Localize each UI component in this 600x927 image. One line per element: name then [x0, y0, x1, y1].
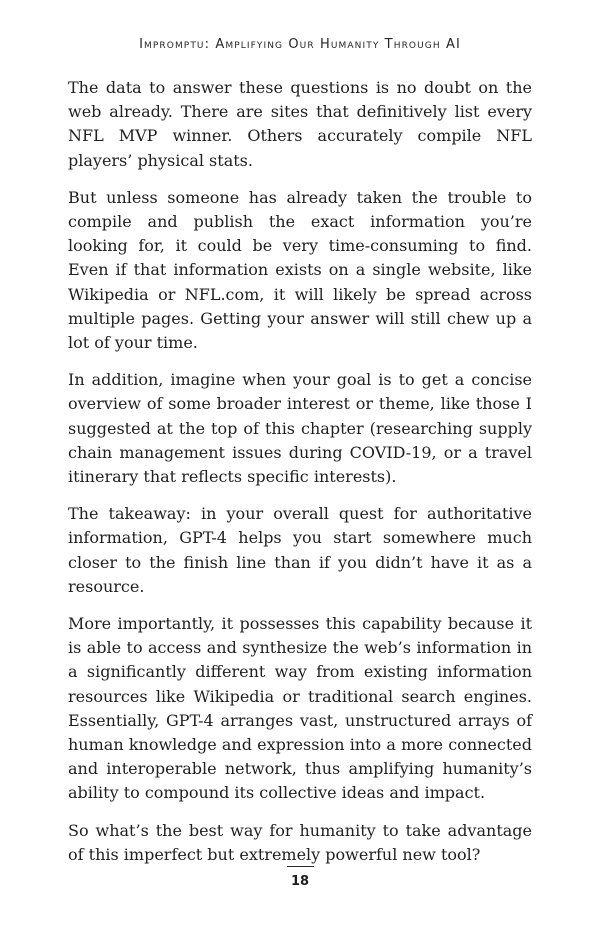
paragraph: The data to answer these questions is no doubt on the web already. There are sites that definitively list every NFL MVP winner. Others accurately compile NFL players’ physical stats. [68, 78, 532, 170]
body-text [68, 76, 532, 880]
paragraph: More importantly, it possesses this capability because it is able to access and synthesize the web’s information in a significantly different way from existing information resources like Wikipedia or traditional search engines. Essentially, GPT-4 arranges vast, unstructured arrays of human knowledge and expression into a more connected and interoperable network, thus amplifying humanity’s ability to compound its collective ideas and impact. [68, 614, 532, 803]
page-number: 18 [290, 874, 310, 889]
running-header: Impromptu: Amplifying Our Humanity Through AI [139, 37, 461, 52]
paragraph: In addition, imagine when your goal is to get a concise overview of some broader interest or theme, like those I suggested at the top of this chapter (researching supply chain management issues during COVID-19, or a travel itinerary that reflects specific interests). [68, 370, 532, 487]
paragraph: But unless someone has already taken the trouble to compile and publish the exact information you’re looking for, it could be very time-consuming to find. Even if that information exists on a single website, like Wikipedia or NFL.com, it will likely be spread across multiple pages. Getting your answer will still chew up a lot of your time. [68, 187, 532, 353]
footer-rule [287, 866, 314, 867]
paragraph: The takeaway: in your overall quest for authoritative information, GPT-4 helps you start somewhere much closer to the finish line than if you didn’t have it as a resource. [68, 504, 532, 596]
paragraph: So what’s the best way for humanity to take advantage of this imperfect but extremely powerful new tool? [68, 820, 532, 864]
